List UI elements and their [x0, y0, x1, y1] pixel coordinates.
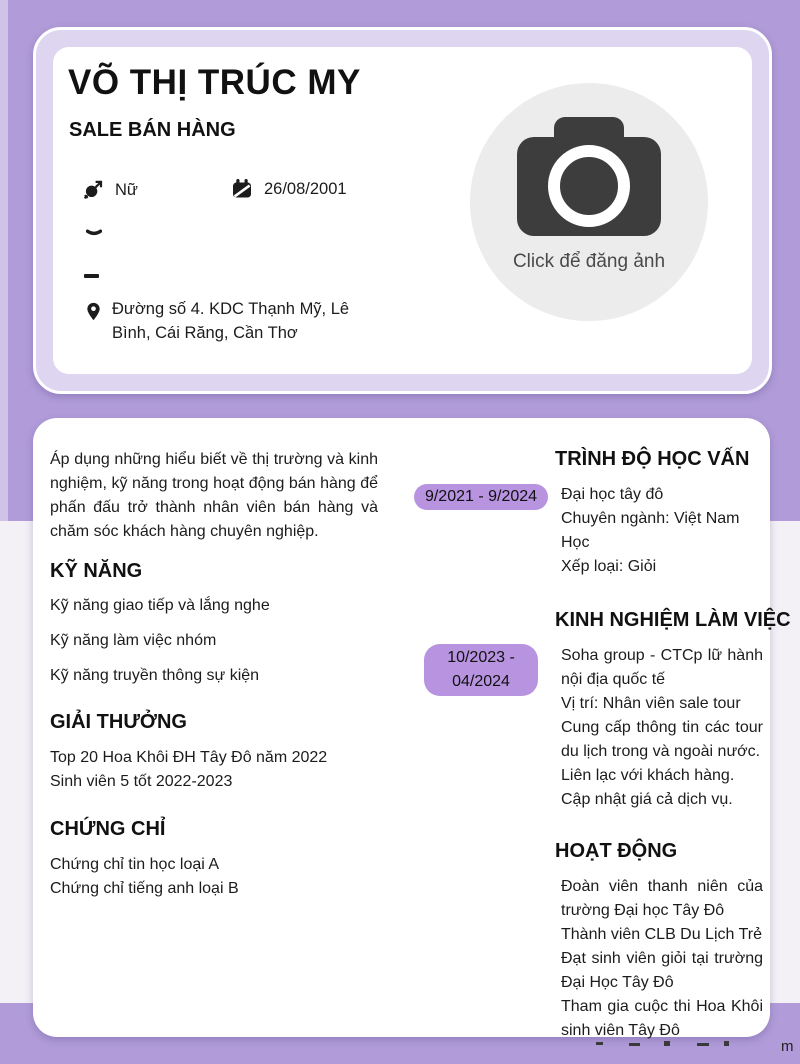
experience-detail: Vị trí: Nhân viên sale tour: [561, 695, 741, 712]
dob-row: [231, 177, 347, 201]
certificates-heading: CHỨNG CHỈ: [50, 818, 166, 840]
page2-text-fragment: [596, 1042, 603, 1045]
header-card: [53, 47, 752, 374]
award-item: Sinh viên 5 tốt 2022-2023: [50, 773, 233, 790]
experience-detail: Cung cấp thông tin các tour du lịch trong và ngoài nước.: [561, 719, 763, 760]
skill-item: Kỹ năng giao tiếp và lắng nghe: [50, 597, 270, 614]
page2-text-fragment: [629, 1043, 640, 1046]
education-period-cell: [395, 483, 555, 510]
dob-value: 26/08/2001: [264, 180, 347, 198]
email-icon: [84, 274, 99, 278]
education-school: Đại học tây đô: [561, 486, 664, 503]
calendar-icon: [231, 178, 253, 200]
education-grade: Xếp loại: Giỏi: [561, 558, 657, 575]
header-frame: [33, 27, 772, 394]
activity-item: Thành viên CLB Du Lịch Trẻ: [561, 926, 762, 943]
photo-caption: Click để đăng ảnh: [512, 251, 666, 272]
experience-section: [395, 609, 791, 812]
awards-heading: GIẢI THƯỞNG: [50, 711, 187, 733]
address-row: [86, 297, 364, 345]
left-edge-strip: [0, 0, 8, 521]
page2-text-fragment: [664, 1041, 670, 1046]
education-section: [395, 448, 763, 579]
experience-detail: Cập nhật giá cả dịch vụ.: [561, 791, 733, 808]
full-name: VÕ THỊ TRÚC MY: [68, 63, 361, 102]
skill-item: Kỹ năng làm việc nhóm: [50, 632, 217, 649]
experience-detail: Liên lạc với khách hàng.: [561, 767, 735, 784]
content-card: [33, 418, 791, 1039]
activity-item: Tham gia cuộc thi Hoa Khôi sinh viên Tây Đô: [561, 998, 763, 1039]
camera-icon: [514, 117, 664, 239]
experience-period-badge: 10/2023 - 04/2024: [424, 644, 538, 696]
objective-text: Áp dụng những hiểu biết về thị trường và kinh nghiệm, kỹ năng trong hoạt động bán hàng để phấn đấu trở thành nhân viên bán hàng và chăm sóc khách hàng chuyên nghiệp.: [50, 451, 378, 540]
certificate-item: Chứng chỉ tin học loại A: [50, 856, 220, 873]
education-major: Chuyên ngành: Việt Nam Học: [561, 510, 740, 551]
address-value: Đường số 4. KDC Thạnh Mỹ, Lê Bình, Cái Răng, Cần Thơ: [112, 300, 350, 342]
job-title: SALE BÁN HÀNG: [69, 119, 236, 141]
education-heading: TRÌNH ĐỘ HỌC VẤN: [555, 448, 750, 470]
page2-glyph-fragment: m: [781, 1038, 794, 1055]
experience-heading: KINH NGHIỆM LÀM VIỆC: [555, 609, 791, 631]
location-pin-icon: [86, 300, 101, 324]
email-row: [84, 274, 110, 278]
skills-heading: KỸ NĂNG: [50, 560, 143, 582]
gender-row: [83, 178, 138, 202]
gender-value: Nữ: [115, 181, 138, 199]
page2-text-fragment: [697, 1043, 709, 1046]
certificate-item: Chứng chỉ tiếng anh loại B: [50, 880, 239, 897]
right-column: [395, 448, 791, 1043]
page2-text-fragment: [724, 1041, 729, 1046]
activity-item: Đạt sinh viên giỏi tại trường Đại Học Tây Đô: [561, 950, 763, 991]
activity-item: Đoàn viên thanh niên của trường Đại học Tây Đô: [561, 878, 763, 919]
activities-heading: HOẠT ĐỘNG: [555, 840, 678, 862]
phone-icon: [86, 228, 102, 238]
activities-section: [395, 840, 763, 1043]
experience-company: Soha group - CTCp lữ hành nội địa quốc tế: [561, 647, 763, 688]
phone-row: [86, 228, 113, 238]
gender-icon: [83, 180, 104, 201]
experience-period-cell: [395, 644, 555, 696]
skill-item: Kỹ năng truyền thông sự kiện: [50, 667, 260, 684]
left-column: [50, 448, 378, 901]
award-item: Top 20 Hoa Khôi ĐH Tây Đô năm 2022: [50, 749, 328, 766]
photo-upload-placeholder[interactable]: [470, 83, 708, 321]
education-period-badge: 9/2021 - 9/2024: [414, 484, 548, 510]
